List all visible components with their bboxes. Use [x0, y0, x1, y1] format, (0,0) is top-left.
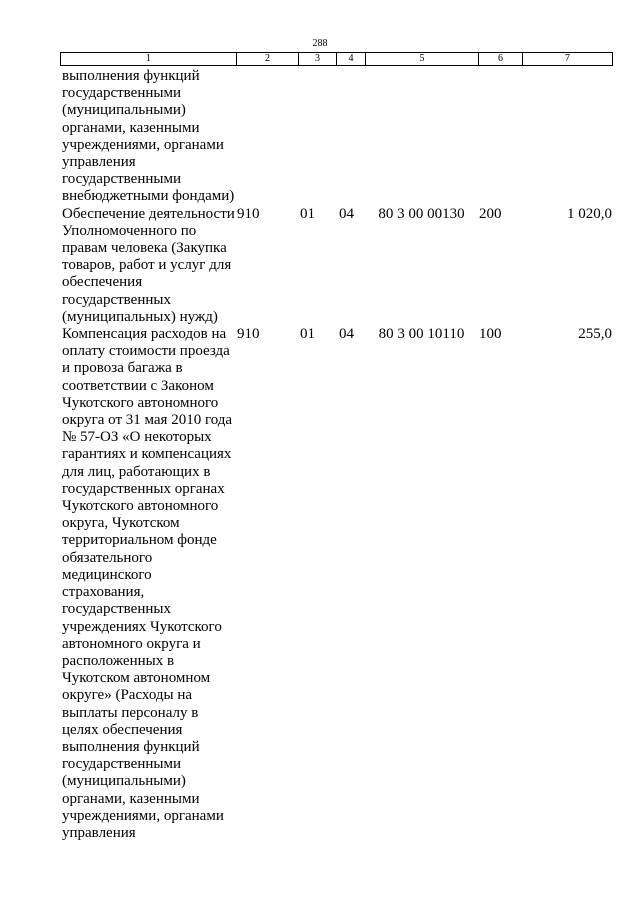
cell-name: выполнения функций государственными (муниципальными) органами, казенными учреждениями, органами управления государственными внебюджетными фондами) — [62, 68, 235, 205]
header-cell-department: 2 — [237, 53, 299, 66]
header-cell-target-article: 5 — [366, 53, 479, 66]
header-cell-subsection: 4 — [337, 53, 366, 66]
budget-table — [60, 68, 612, 842]
cell-expense-type: 200 — [479, 205, 502, 222]
cell-section-code: 01 — [300, 326, 315, 343]
cell-name: Компенсация расходов на оплату стоимости проезда и провоза багажа в соответствии с Законом Чукотского автономного округа от 31 мая 2010 года № 57-ОЗ «О некоторых гарантиях и компенсациях для лиц, работающих в государственных органах Чукотского автономного округа, Чукотском территориальном фонде обязательного медицинского страхования, государственных учреждениях Чукотского автономного округа и расположенных в Чукотском автономном округе» (Расходы на выплаты персоналу в целях обеспечения выполнения функций государственными (муниципальными) органами, казенными учреждениями, органами управления — [62, 326, 233, 841]
cell-department-code: 910 — [237, 205, 260, 222]
page-number: 288 — [312, 38, 328, 49]
cell-amount: 255,0 — [578, 326, 612, 343]
cell-subsection-code: 04 — [339, 205, 354, 222]
header-cell-section: 3 — [299, 53, 337, 66]
cell-target-article: 80 3 00 10110 — [378, 326, 465, 343]
header-cell-expense-type: 6 — [479, 53, 523, 66]
cell-expense-type — [478, 68, 522, 206]
cell-subsection-code — [336, 68, 365, 206]
cell-expense-type: 100 — [479, 326, 502, 343]
table-row — [60, 326, 612, 842]
cell-department-code: 910 — [237, 326, 260, 343]
cell-section-code: 01 — [300, 205, 315, 222]
cell-name: Обеспечение деятельности Уполномоченного по правам человека (Закупка товаров, работ и услуг для обеспечения государственных (муниципальных) нужд) — [62, 205, 235, 325]
header-cell-amount: 7 — [523, 53, 613, 66]
cell-subsection-code: 04 — [339, 326, 354, 343]
table-header — [60, 52, 613, 66]
cell-target-article — [365, 68, 478, 206]
table-row — [60, 68, 612, 206]
cell-department-code — [236, 68, 298, 206]
table-row — [60, 206, 612, 326]
header-cell-name: 1 — [61, 53, 237, 66]
cell-amount — [522, 68, 612, 206]
cell-amount: 1 020,0 — [567, 205, 612, 222]
header-row — [61, 53, 613, 66]
cell-target-article: 80 3 00 00130 — [378, 205, 465, 222]
cell-section-code — [298, 68, 336, 206]
